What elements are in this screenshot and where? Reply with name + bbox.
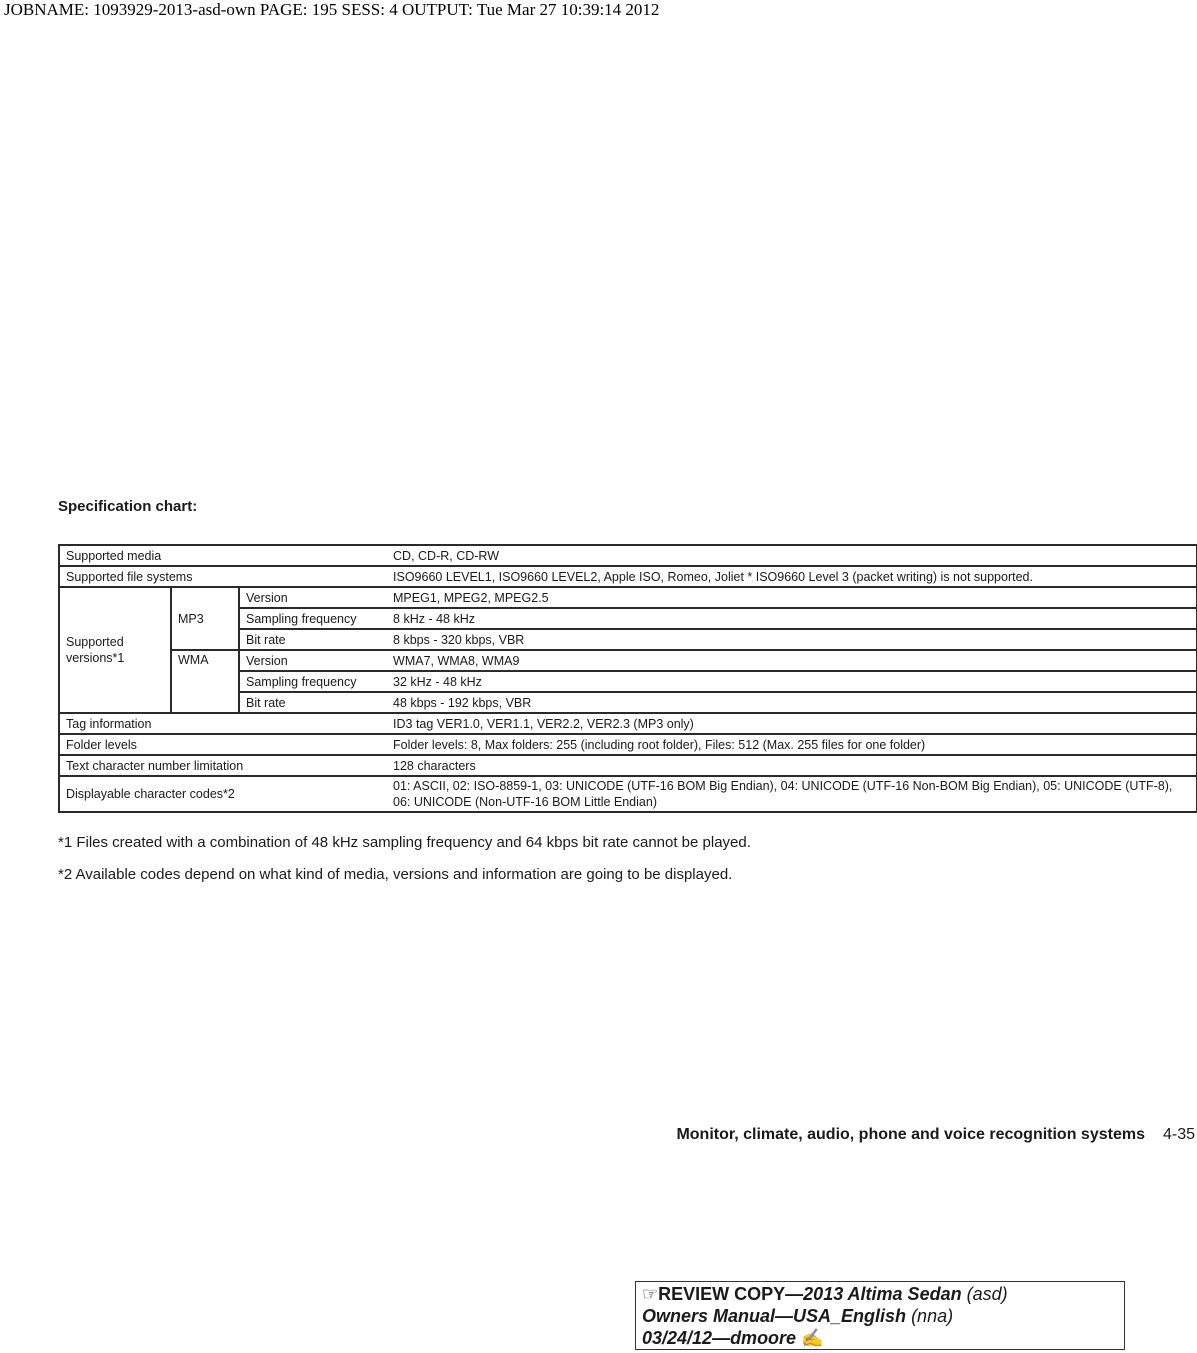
review-line-1: [642, 1283, 1118, 1305]
page-footer: [676, 1126, 1195, 1144]
row-label: Text character number limitation: [59, 755, 387, 776]
review-copy-label: REVIEW COPY—: [658, 1284, 804, 1304]
row-value: CD, CD-R, CD-RW: [387, 545, 1197, 566]
table-row: [59, 755, 1197, 776]
row-value: 32 kHz - 48 kHz: [387, 671, 1197, 692]
row-value: 48 kbps - 192 kbps, VBR: [387, 692, 1197, 713]
table-row: [59, 545, 1197, 566]
footnote-2: *2 Available codes depend on what kind of media, versions and information are going to be displayed.: [58, 866, 733, 883]
footer-section-title: Monitor, climate, audio, phone and voice recognition systems: [676, 1126, 1145, 1143]
page-number: 4-35: [1162, 1126, 1195, 1143]
row-label: Displayable character codes*2: [59, 776, 387, 812]
row-value: 8 kbps - 320 kbps, VBR: [387, 629, 1197, 650]
writing-hand-icon: ✍: [801, 1328, 824, 1348]
row-value: MPEG1, MPEG2, MPEG2.5: [387, 587, 1197, 608]
review-line-3: [642, 1327, 1118, 1349]
review-date-author: 03/24/12—dmoore: [642, 1328, 797, 1348]
row-value: WMA7, WMA8, WMA9: [387, 650, 1197, 671]
manual-code: (nna): [906, 1306, 954, 1326]
row-value: Folder levels: 8, Max folders: 255 (including root folder), Files: 512 (Max. 255 files for one folder): [387, 734, 1197, 755]
table-row: [59, 587, 1197, 608]
wma-label: WMA: [171, 650, 239, 713]
footnote-1: *1 Files created with a combination of 48 kHz sampling frequency and 64 kbps bit rate cannot be played.: [58, 834, 751, 851]
table-row: [59, 650, 1197, 671]
vehicle-code: (asd): [961, 1284, 1008, 1304]
table-row: [59, 713, 1197, 734]
row-value: 8 kHz - 48 kHz: [387, 608, 1197, 629]
row-label: Supported file systems: [59, 566, 387, 587]
table-row: [59, 566, 1197, 587]
row-label: Tag information: [59, 713, 387, 734]
row-sublabel: Sampling frequency: [239, 671, 387, 692]
row-sublabel: Bit rate: [239, 629, 387, 650]
row-label: Supported media: [59, 545, 387, 566]
review-line-2: [642, 1305, 1118, 1327]
manual-name: Owners Manual—USA_English: [642, 1306, 907, 1326]
row-sublabel: Version: [239, 587, 387, 608]
vehicle-name: 2013 Altima Sedan: [803, 1284, 962, 1304]
row-value: 128 characters: [387, 755, 1197, 776]
section-title: Specification chart:: [58, 498, 198, 515]
row-sublabel: Bit rate: [239, 692, 387, 713]
table-row: [59, 734, 1197, 755]
row-label: Folder levels: [59, 734, 387, 755]
row-sublabel: Version: [239, 650, 387, 671]
review-copy-box: [635, 1281, 1125, 1350]
job-header: JOBNAME: 1093929-2013-asd-own PAGE: 195 SESS: 4 OUTPUT: Tue Mar 27 10:39:14 2012: [4, 0, 660, 19]
mp3-label: MP3: [171, 587, 239, 650]
row-value: ID3 tag VER1.0, VER1.1, VER2.2, VER2.3 (MP3 only): [387, 713, 1197, 734]
specification-table: [58, 544, 1197, 813]
table-row: [59, 776, 1197, 812]
row-sublabel: Sampling frequency: [239, 608, 387, 629]
row-value: ISO9660 LEVEL1, ISO9660 LEVEL2, Apple ISO, Romeo, Joliet * ISO9660 Level 3 (packet writing) is not supported.: [387, 566, 1197, 587]
pointing-hand-icon: ☞: [642, 1284, 659, 1304]
supported-versions-label: Supported versions*1: [59, 587, 171, 713]
row-value: 01: ASCII, 02: ISO-8859-1, 03: UNICODE (UTF-16 BOM Big Endian), 04: UNICODE (UTF-16 Non-BOM Big Endian), 05: UNICODE (UTF-8), 06: UNICODE (Non-UTF-16 BOM Little Endian): [387, 776, 1197, 812]
